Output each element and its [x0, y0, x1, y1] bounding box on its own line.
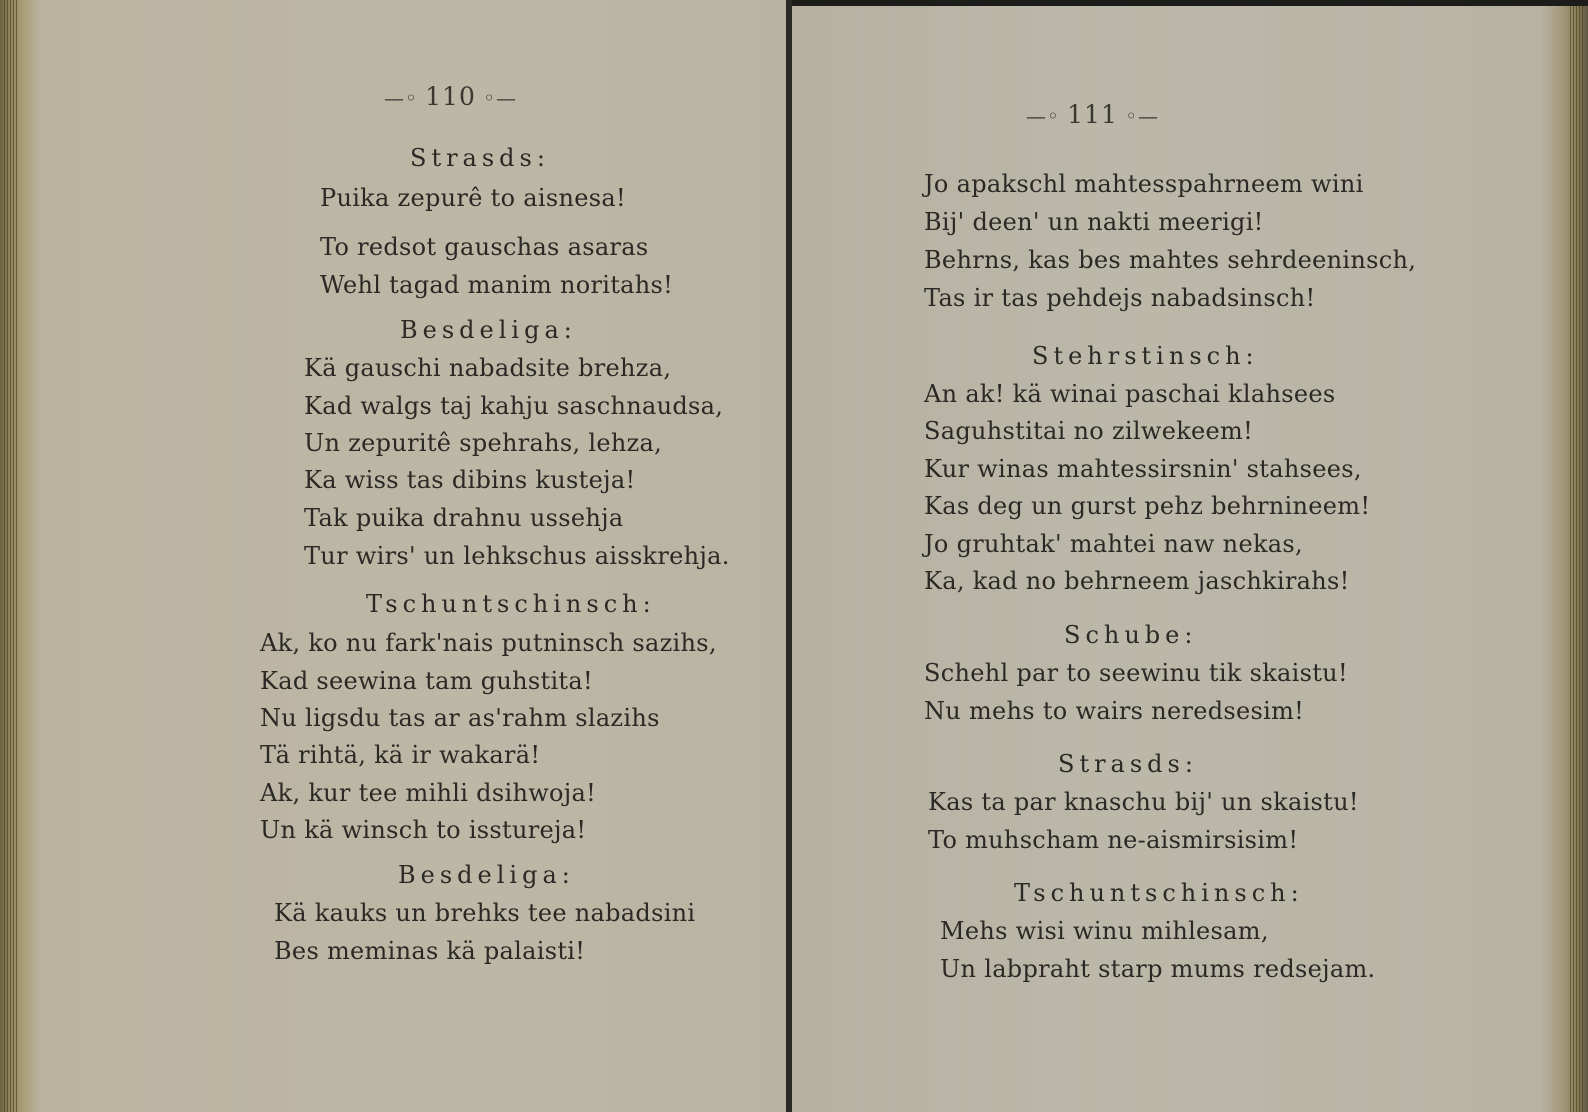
verse-line: Jo apakschl mahtesspahrneem wini: [924, 170, 1364, 198]
verse-line: Schehl par to seewinu tik skaistu!: [924, 659, 1348, 687]
verse-line: Ak, kur tee mihli dsihwoja!: [260, 779, 597, 807]
verse-line: Kad seewina tam guhstita!: [260, 667, 593, 695]
verse-line: An ak! kä winai paschai klahsees: [924, 380, 1336, 408]
speaker-label: Besdeliga:: [400, 316, 577, 344]
page-number-text: 110: [425, 82, 476, 111]
verse-line: Un labpraht starp mums redsejam.: [940, 955, 1376, 983]
page-number-text: 111: [1067, 100, 1118, 129]
verse-line: To muhscham ne-aismirsisim!: [928, 826, 1299, 854]
verse-line: Kä gauschi nabadsite brehza,: [304, 354, 672, 382]
verse-line: Bes meminas kä palaisti!: [274, 937, 586, 965]
verse-line: Saguhstitai no zilwekeem!: [924, 417, 1254, 445]
verse-line: Tä rihtä, kä ir wakarä!: [260, 741, 541, 769]
verse-line: Un kä winsch to isstureja!: [260, 816, 587, 844]
right-page: [792, 0, 1588, 1112]
left-page: [0, 0, 790, 1112]
verse-line: Nu ligsdu tas ar as'rahm slazihs: [260, 704, 660, 732]
verse-line: Jo gruhtak' mahtei naw nekas,: [924, 530, 1303, 558]
verse-line: Ka wiss tas dibins kusteja!: [304, 466, 636, 494]
speaker-label: Strasds:: [1058, 750, 1198, 778]
verse-line: Tas ir tas pehdejs nabadsinsch!: [924, 284, 1316, 312]
speaker-label: Besdeliga:: [398, 861, 575, 889]
verse-line: Kä kauks un brehks tee nabadsini: [274, 899, 696, 927]
verse-line: Nu mehs to wairs neredsesim!: [924, 697, 1305, 725]
verse-line: Mehs wisi winu mihlesam,: [940, 917, 1269, 945]
speaker-label: Schube:: [1064, 621, 1198, 649]
verse-line: Ka, kad no behrneem jaschkirahs!: [924, 567, 1350, 595]
ornament-dash: —◦: [1026, 104, 1068, 128]
left-page-edge: [4, 0, 18, 1112]
verse-line: Kad walgs taj kahju saschnaudsa,: [304, 392, 724, 420]
verse-line: Kur winas mahtessirsnin' stahsees,: [924, 455, 1362, 483]
speaker-label: Tschuntschinsch:: [1014, 879, 1304, 907]
verse-line: Wehl tagad manim noritahs!: [320, 271, 674, 299]
page-number-right: [1026, 100, 1159, 129]
verse-line: Puika zepurê to aisnesa!: [320, 184, 626, 212]
verse-line: Bij' deen' un nakti meerigi!: [924, 208, 1264, 236]
ornament-dash: ◦—: [1117, 104, 1160, 128]
ornament-dash: ◦—: [475, 86, 518, 110]
verse-line: Tur wirs' un lehkschus aisskrehja.: [304, 542, 730, 570]
verse-line: To redsot gauschas asaras: [320, 233, 649, 261]
speaker-label: Strasds:: [410, 144, 550, 172]
verse-line: Behrns, kas bes mahtes sehrdeeninsch,: [924, 246, 1417, 274]
speaker-label: Stehrstinsch:: [1032, 342, 1259, 370]
verse-line: Un zepuritê spehrahs, lehza,: [304, 429, 663, 457]
ornament-dash: —◦: [384, 86, 426, 110]
page-number-left: [384, 82, 517, 111]
right-page-edge: [1570, 6, 1584, 1112]
verse-line: Kas deg un gurst pehz behrnineem!: [924, 492, 1371, 520]
verse-line: Ak, ko nu fark'nais putninsch sazihs,: [260, 629, 717, 657]
verse-line: Kas ta par knaschu bij' un skaistu!: [928, 788, 1359, 816]
speaker-label: Tschuntschinsch:: [366, 590, 656, 618]
verse-line: Tak puika drahnu ussehja: [304, 504, 624, 532]
